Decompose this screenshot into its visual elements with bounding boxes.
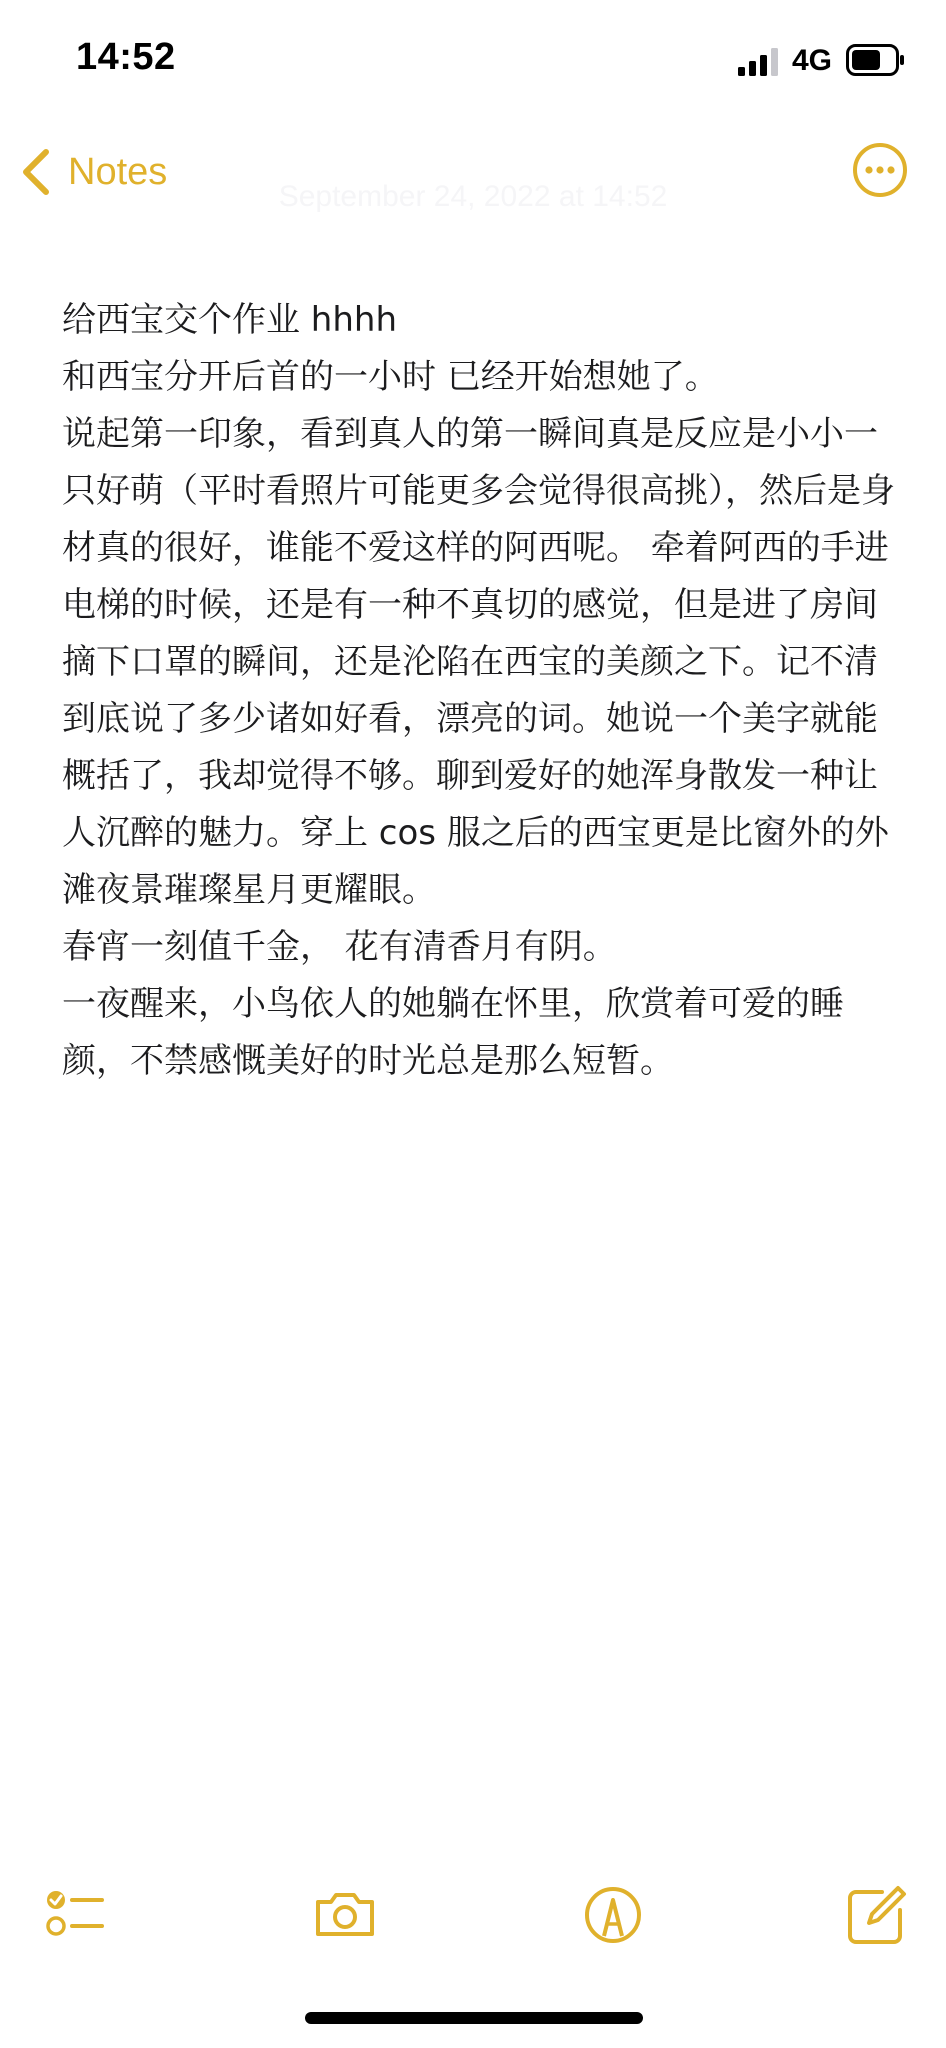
note-line: 说起第一印象，看到真人的第一瞬间真是反应是小小一只好萌（平时看照片可能更多会觉得很高挑），然后是身材真的很好，谁能不爱这样的阿西呢。 牵着阿西的手进电梯的时候，还是有一种不真切的感觉，但是进了房间摘下口罩的瞬间，还是沦陷在西宝的美颜之下。记不清到底说了多少诸如好看，漂亮的词。她说一个美字就能概括了，我却觉得不够。聊到爱好的她浑身散发一种让人沉醉的魅力。穿上 cos 服之后的西宝更是比窗外的外滩夜景璀璨星月更耀眼。 — [62, 414, 895, 910]
note-line: 一夜醒来，小鸟依人的她躺在怀里，欣赏着可爱的睡颜，不禁感慨美好的时光总是那么短暂。 — [62, 984, 844, 1081]
camera-icon — [310, 1880, 380, 1950]
home-indicator[interactable] — [305, 2012, 643, 2024]
note-date: September 24, 2022 at 14:52 — [278, 180, 668, 213]
network-label: 4G — [792, 44, 833, 77]
markup-button[interactable] — [578, 1880, 648, 1950]
signal-icon — [738, 48, 780, 76]
bottom-toolbar — [0, 1880, 946, 1960]
camera-button[interactable] — [310, 1880, 380, 1950]
checklist-icon — [40, 1880, 110, 1950]
compose-button[interactable] — [842, 1880, 912, 1950]
status-bar — [0, 0, 946, 120]
compose-icon — [842, 1880, 912, 1950]
note-line: 春宵一刻值千金， 花有清香月有阴。 — [62, 927, 617, 967]
markup-icon — [578, 1880, 648, 1950]
battery-icon — [846, 44, 906, 76]
status-time: 14:52 — [76, 36, 176, 78]
note-body[interactable] — [62, 292, 902, 1090]
checklist-button[interactable] — [40, 1880, 110, 1950]
note-line: 给西宝交个作业 hhhh — [62, 300, 398, 340]
note-line: 和西宝分开后首的一小时 已经开始想她了。 — [62, 357, 719, 397]
back-button-label: Notes — [68, 151, 168, 193]
